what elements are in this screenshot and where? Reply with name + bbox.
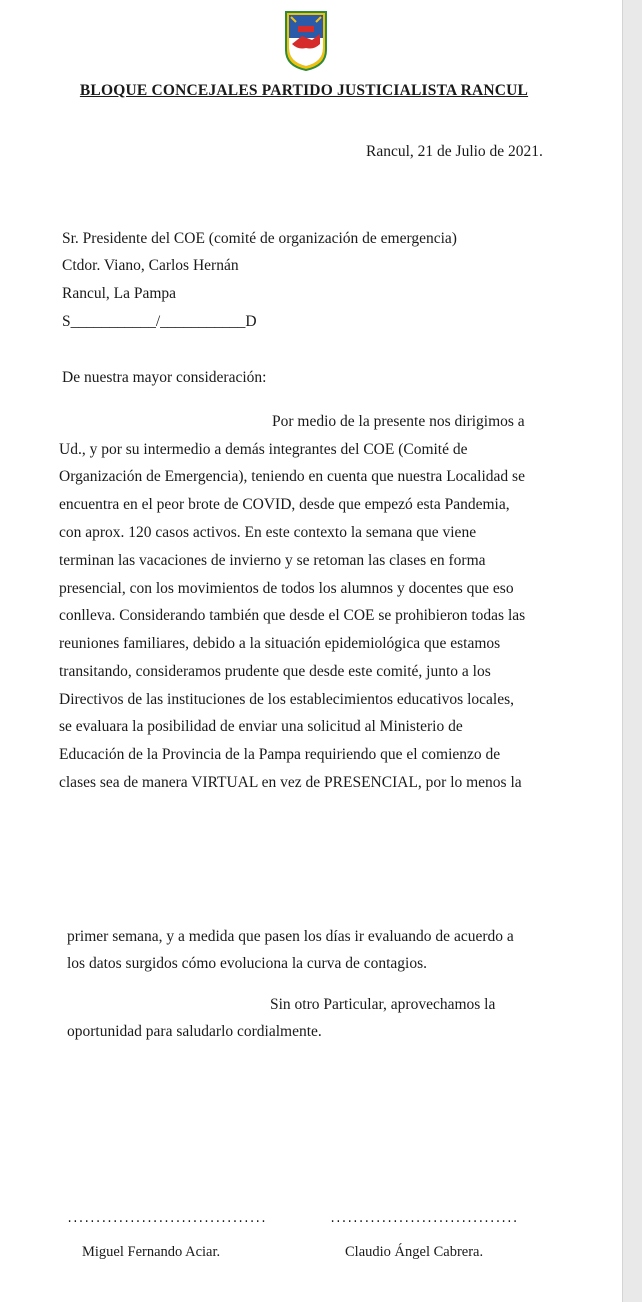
viewer-right-edge <box>622 0 642 1302</box>
body-line: Organización de Emergencia), teniendo en cuenta que nuestra Localidad se <box>59 468 525 485</box>
closing-line: oportunidad para saludarlo cordialmente. <box>67 1023 322 1040</box>
body-line: Educación de la Provincia de la Pampa requiriendo que el comienzo de <box>59 746 501 763</box>
body-line: con aprox. 120 casos activos. En este contexto la semana que viene <box>59 524 477 541</box>
document-date: Rancul, 21 de Julio de 2021. <box>366 143 543 160</box>
body-line: Ud., y por su intermedio a demás integrantes del COE (Comité de <box>59 441 468 458</box>
body-line: conlleva. Considerando también que desde el COE se prohibieron todas las <box>59 607 526 624</box>
signature-line-left: ................................... <box>66 1212 266 1226</box>
recipient-line: Rancul, La Pampa <box>62 285 177 302</box>
document-header-title: BLOQUE CONCEJALES PARTIDO JUSTICIALISTA RANCUL <box>79 82 529 99</box>
body-line: presencial, con los movimientos de todos los alumnos y docentes que eso <box>59 580 514 597</box>
body-line: Directivos de las instituciones de los establecimientos educativos locales, <box>59 691 514 708</box>
body-line: terminan las vacaciones de invierno y se retoman las clases en forma <box>59 552 486 569</box>
recipient-line: Ctdor. Viano, Carlos Hernán <box>62 257 239 274</box>
signature-line-right: ................................. <box>329 1212 518 1226</box>
signatory-name-right: Claudio Ángel Cabrera. <box>345 1244 484 1260</box>
party-shield-logo-icon <box>284 10 328 72</box>
salutation: De nuestra mayor consideración: <box>62 369 267 386</box>
continuation-line: primer semana, y a medida que pasen los días ir evaluando de acuerdo a <box>67 928 514 945</box>
body-line: Por medio de la presente nos dirigimos a <box>272 413 525 430</box>
body-line: encuentra en el peor brote de COVID, desde que empezó esta Pandemia, <box>59 496 510 513</box>
body-line: se evaluara la posibilidad de enviar una solicitud al Ministerio de <box>59 718 463 735</box>
recipient-line: S___________/___________D <box>62 313 257 330</box>
recipient-line: Sr. Presidente del COE (comité de organización de emergencia) <box>62 230 457 247</box>
continuation-line: los datos surgidos cómo evoluciona la curva de contagios. <box>67 955 428 972</box>
body-line: transitando, consideramos prudente que desde este comité, junto a los <box>59 663 491 680</box>
closing-line: Sin otro Particular, aprovechamos la <box>270 996 496 1013</box>
body-line: clases sea de manera VIRTUAL en vez de PRESENCIAL, por lo menos la <box>59 774 522 791</box>
body-line: reuniones familiares, debido a la situación epidemiológica que estamos <box>59 635 501 652</box>
signatory-name-left: Miguel Fernando Aciar. <box>82 1244 221 1260</box>
